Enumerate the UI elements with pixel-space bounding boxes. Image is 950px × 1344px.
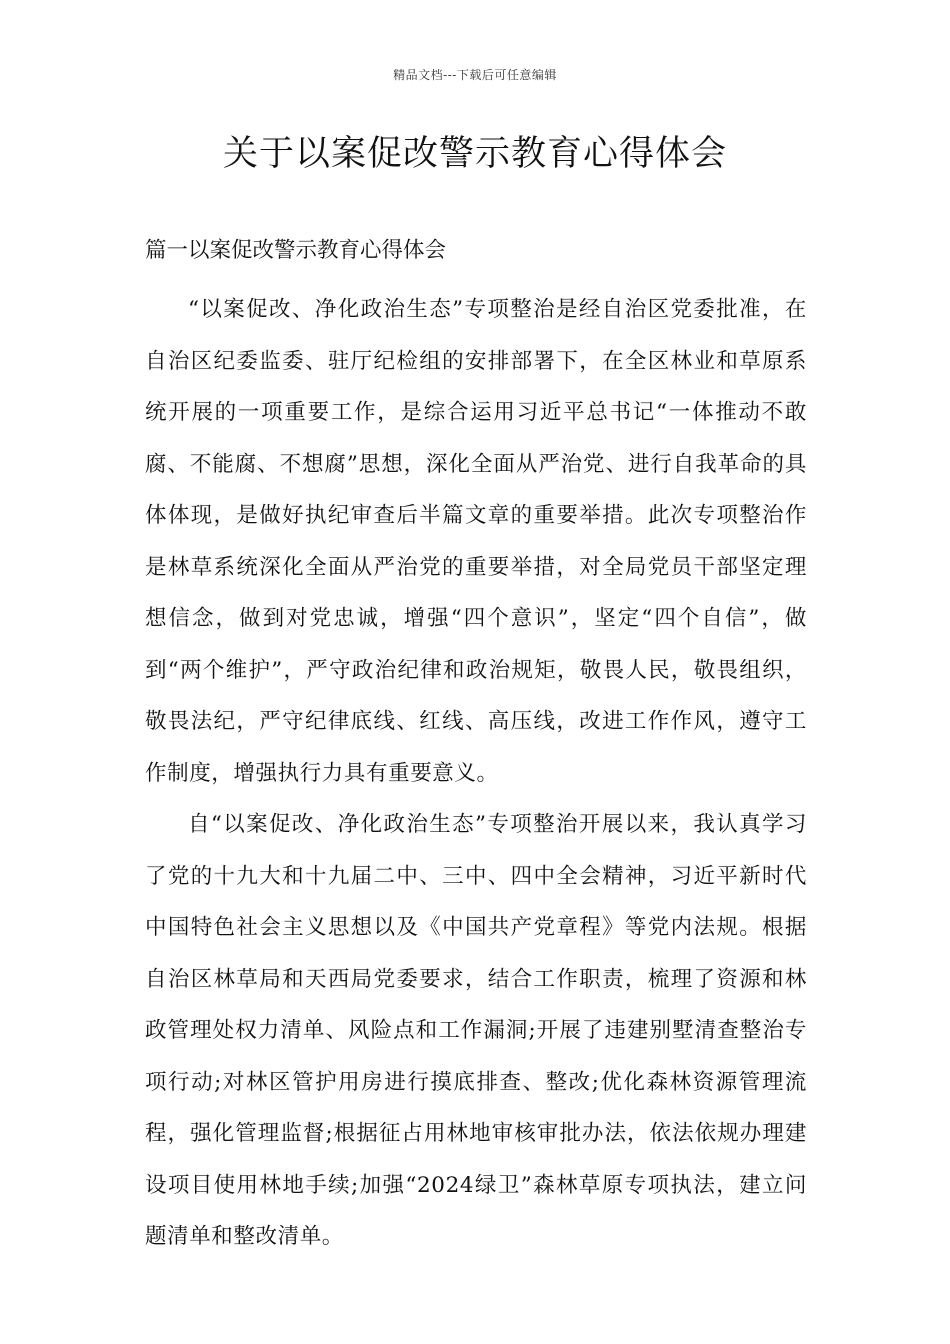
header-note: 精品文档---下载后可任意编辑	[393, 68, 557, 82]
document-body	[145, 232, 807, 1263]
section-heading: 篇一以案促改警示教育心得体会	[145, 238, 447, 263]
document-title: 关于以案促改警示教育心得体会	[222, 134, 727, 174]
paragraph-2: 自“以案促改、净化政治生态”专项整治开展以来，我认真学习了党的十九大和十九届二中、三中、四中全会精神，习近平新时代中国特色社会主义思想以及《中国共产党章程》等党内法规。根据自治区林草局和天西局党委要求，结合工作职责，梳理了资源和林政管理处权力清单、风险点和工作漏洞;开展了违建别墅清查整治专项行动;对林区管护用房进行摸底排查、整改;优化森林资源管理流程，强化管理监督;根据征占用林地审核审批办法，依法依规办理建设项目使用林地手续;加强“2024绿卫”森林草原专项执法，建立问题清单和整改清单。	[145, 812, 807, 1249]
paragraph-1: “以案促改、净化政治生态”专项整治是经自治区党委批准，在自治区纪委监委、驻厅纪检组的安排部署下，在全区林业和草原系统开展的一项重要工作，是综合运用习近平总书记“一体推动不敢腐、不能腐、不想腐”思想，深化全面从严治党、进行自我革命的具体体现，是做好执纪审查后半篇文章的重要举措。此次专项整治作是林草系统深化全面从严治党的重要举措，对全局党员干部坚定理想信念，做到对党忠诚，增强“四个意识”，坚定“四个自信”，做到“两个维护”，严守政治纪律和政治规矩，敬畏人民，敬畏组织，敬畏法纪，严守纪律底线、红线、高压线，改进工作作风，遵守工作制度，增强执行力具有重要意义。	[145, 297, 807, 786]
